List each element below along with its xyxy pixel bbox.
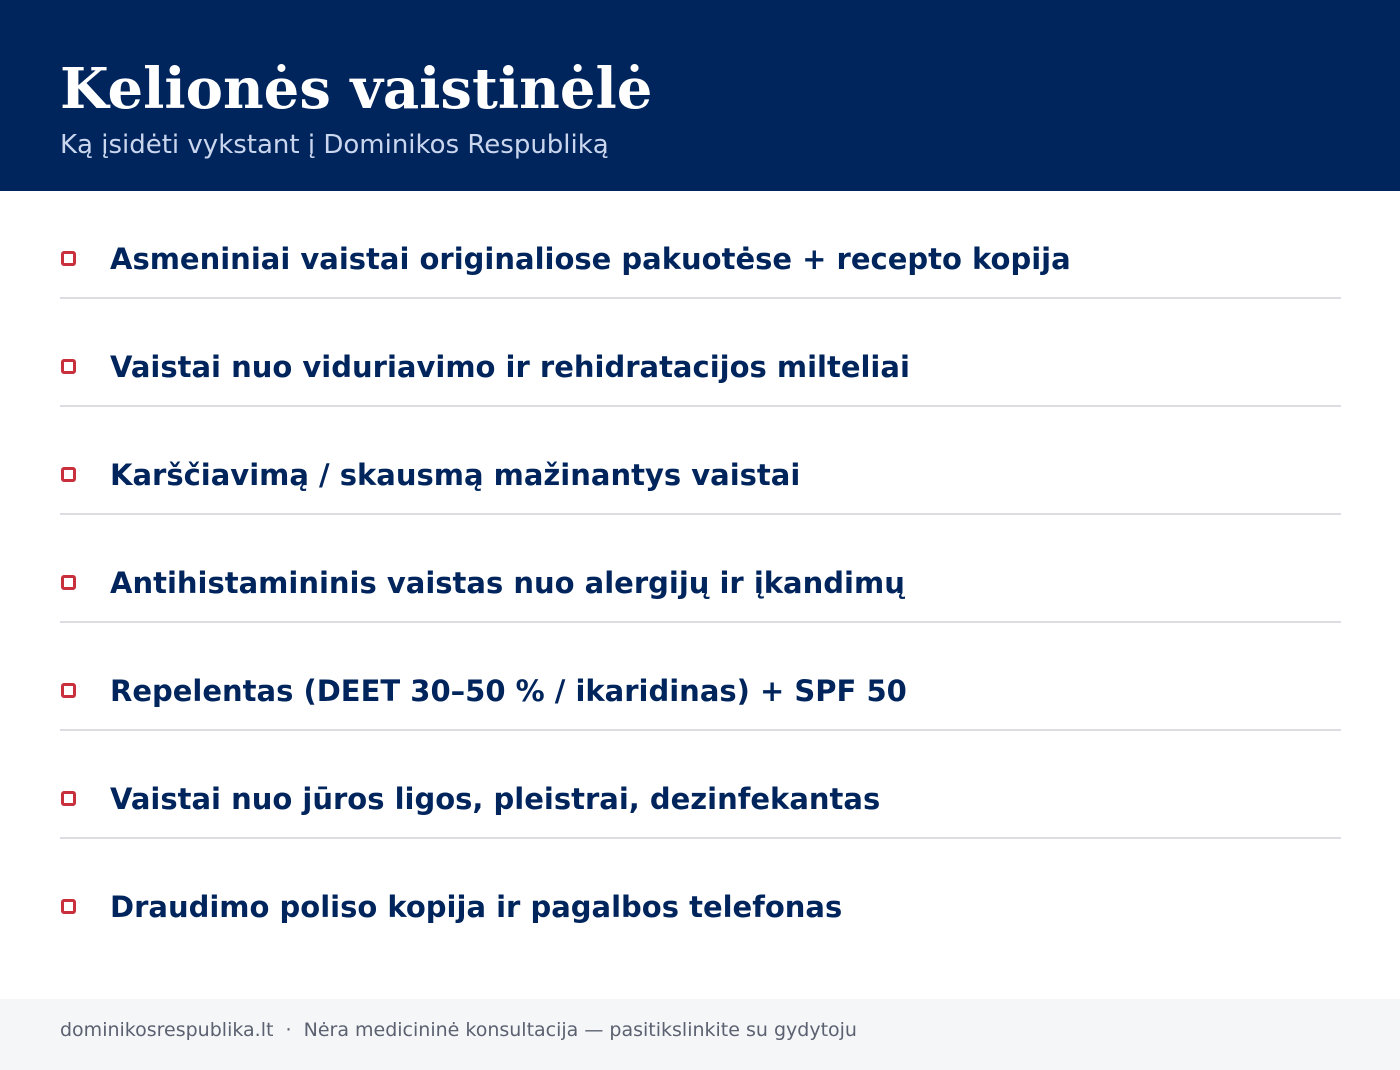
square-checkbox-icon[interactable]: [61, 899, 76, 914]
checklist-item-label: Antihistamininis vaistas nuo alergijų ir įkandimų: [110, 566, 905, 600]
page-footer: [0, 999, 1400, 1070]
checklist-item-label: Karščiavimą / skausmą mažinantys vaistai: [110, 458, 801, 492]
checklist-item[interactable]: [60, 515, 1341, 623]
checklist-item[interactable]: [60, 407, 1341, 515]
square-checkbox-icon[interactable]: [61, 467, 76, 482]
checklist-item-label: Repelentas (DEET 30–50 % / ikaridinas) + SPF 50: [110, 674, 907, 708]
page-subtitle: Ką įsidėti vykstant į Dominikos Respubliką: [60, 130, 609, 160]
page-title: Kelionės vaistinėlė: [60, 56, 653, 122]
square-checkbox-icon[interactable]: [61, 575, 76, 590]
checklist-item-label: Vaistai nuo jūros ligos, pleistrai, dezinfekantas: [110, 782, 881, 816]
checklist-item[interactable]: [60, 299, 1341, 407]
checklist-item-label: Draudimo poliso kopija ir pagalbos telefonas: [110, 890, 843, 924]
square-checkbox-icon[interactable]: [61, 359, 76, 374]
checklist-item[interactable]: [60, 731, 1341, 839]
page-header: [0, 0, 1400, 191]
checklist-item[interactable]: [60, 623, 1341, 731]
footer-disclaimer: dominikosrespublika.lt · Nėra medicininė konsultacija — pasitikslinkite su gydytoju: [60, 1019, 857, 1041]
square-checkbox-icon[interactable]: [61, 791, 76, 806]
checklist-item-label: Asmeniniai vaistai originaliose pakuotėse + recepto kopija: [110, 242, 1071, 276]
square-checkbox-icon[interactable]: [61, 683, 76, 698]
checklist-item[interactable]: [60, 839, 1341, 947]
checklist-item[interactable]: [60, 191, 1341, 299]
checklist: [60, 191, 1341, 947]
square-checkbox-icon[interactable]: [61, 251, 76, 266]
checklist-item-label: Vaistai nuo viduriavimo ir rehidratacijos milteliai: [110, 350, 910, 384]
